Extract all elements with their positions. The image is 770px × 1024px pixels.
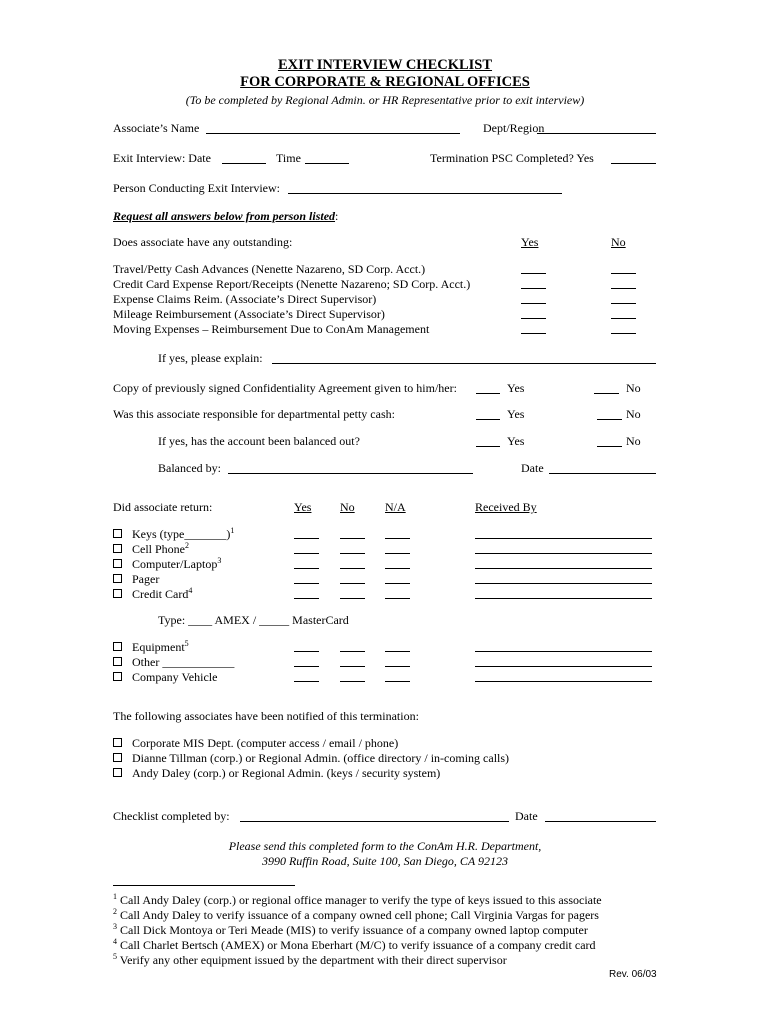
return-na-blank[interactable] bbox=[385, 583, 410, 584]
outstanding-item: Moving Expenses – Reimbursement Due to ConAm Management bbox=[113, 322, 430, 336]
return-no-blank[interactable] bbox=[340, 598, 365, 599]
returns-question: Did associate return: bbox=[113, 500, 213, 514]
return-item bbox=[113, 527, 234, 541]
footnote: $^3$ Call Dick Montoya or Teri Meade (MIS) to verify issuance of a company owned laptop computer bbox=[113, 922, 588, 937]
outstanding-item: Travel/Petty Cash Advances (Nenette Nazareno, SD Corp. Acct.) bbox=[113, 262, 426, 276]
form-subtitle: (To be completed by Regional Admin. or HR Representative prior to exit interview) bbox=[185, 93, 585, 107]
received-by-field[interactable] bbox=[475, 598, 652, 599]
return-item-label: Computer/Laptop bbox=[132, 557, 218, 571]
outstanding-no-header: No bbox=[611, 235, 626, 249]
time-label: Time bbox=[276, 151, 301, 165]
outstanding-no-blank[interactable] bbox=[611, 333, 636, 334]
confidentiality-no-blank[interactable] bbox=[594, 393, 619, 394]
instruction-text: Request all answers below from person listed: bbox=[113, 209, 339, 223]
balanced-date-label: Date bbox=[521, 461, 544, 475]
confidentiality-yes-blank[interactable] bbox=[476, 393, 500, 394]
explain-label: If yes, please explain: bbox=[158, 351, 263, 365]
return-yes-blank[interactable] bbox=[294, 666, 319, 667]
outstanding-item: Credit Card Expense Report/Receipts (Nenette Nazareno; SD Corp. Acct.) bbox=[113, 277, 471, 291]
completed-by-label: Checklist completed by: bbox=[113, 809, 230, 823]
exit-date-label: Exit Interview: Date bbox=[113, 151, 211, 165]
return-yes-blank[interactable] bbox=[294, 598, 319, 599]
dept-region-label: Dept/Region bbox=[483, 121, 545, 135]
return-item-label: Company Vehicle bbox=[132, 670, 218, 684]
dept-region-field[interactable] bbox=[537, 133, 656, 134]
petty-cash-yes-blank[interactable] bbox=[476, 419, 500, 420]
return-yes-blank[interactable] bbox=[294, 538, 319, 539]
balanced-by-field[interactable] bbox=[228, 473, 473, 474]
time-field[interactable] bbox=[305, 163, 349, 164]
balanced-question: If yes, has the account been balanced out? bbox=[158, 434, 360, 448]
exit-date-field[interactable] bbox=[222, 163, 266, 164]
return-item-label: Credit Card bbox=[132, 587, 189, 601]
return-item bbox=[113, 557, 221, 571]
checkbox[interactable] bbox=[113, 544, 122, 553]
return-no-blank[interactable] bbox=[340, 666, 365, 667]
associate-name-label: Associate’s Name bbox=[113, 121, 200, 135]
footnote-marker: 5 bbox=[184, 639, 189, 648]
confidentiality-no-label: No bbox=[626, 381, 641, 395]
notified-item bbox=[113, 766, 440, 780]
balanced-no-blank[interactable] bbox=[597, 446, 622, 447]
return-item bbox=[113, 640, 189, 654]
return-na-blank[interactable] bbox=[385, 651, 410, 652]
balanced-yes-blank[interactable] bbox=[476, 446, 500, 447]
explain-field[interactable] bbox=[272, 363, 656, 364]
footnote-marker: 1 bbox=[230, 526, 235, 535]
return-no-blank[interactable] bbox=[340, 681, 365, 682]
confidentiality-yes-label: Yes bbox=[507, 381, 525, 395]
checkbox[interactable] bbox=[113, 642, 122, 651]
received-by-field[interactable] bbox=[475, 681, 652, 682]
return-na-blank[interactable] bbox=[385, 681, 410, 682]
outstanding-yes-blank[interactable] bbox=[521, 333, 546, 334]
checkbox[interactable] bbox=[113, 738, 122, 747]
return-item bbox=[113, 542, 189, 556]
footnote-marker: 2 bbox=[185, 541, 189, 550]
received-by-header: Received By bbox=[475, 500, 537, 514]
return-item bbox=[113, 572, 159, 586]
return-yes-blank[interactable] bbox=[294, 553, 319, 554]
returns-yes-header: Yes bbox=[294, 500, 312, 514]
balanced-yes-label: Yes bbox=[507, 434, 525, 448]
return-na-blank[interactable] bbox=[385, 538, 410, 539]
person-conducting-label: Person Conducting Exit Interview: bbox=[113, 181, 280, 195]
outstanding-item: Expense Claims Reim. (Associate’s Direct Supervisor) bbox=[113, 292, 377, 306]
outstanding-yes-header: Yes bbox=[521, 235, 539, 249]
return-item bbox=[113, 670, 217, 684]
returns-na-header: N/A bbox=[385, 500, 406, 514]
form-title-line-2: FOR CORPORATE & REGIONAL OFFICES bbox=[240, 74, 530, 90]
outstanding-yes-blank[interactable] bbox=[521, 303, 546, 304]
footnote-separator bbox=[113, 885, 295, 886]
outstanding-yes-blank[interactable] bbox=[521, 273, 546, 274]
returns-no-header: No bbox=[340, 500, 355, 514]
return-item bbox=[113, 655, 234, 669]
footnote: $^2$ Call Andy Daley to verify issuance of a company owned cell phone; Call Virginia Vargas for pagers bbox=[113, 907, 599, 922]
confidentiality-question: Copy of previously signed Confidentiality Agreement given to him/her: bbox=[113, 381, 457, 395]
checkbox[interactable] bbox=[113, 589, 122, 598]
checkbox[interactable] bbox=[113, 768, 122, 777]
return-no-blank[interactable] bbox=[340, 553, 365, 554]
checkbox[interactable] bbox=[113, 574, 122, 583]
checkbox[interactable] bbox=[113, 657, 122, 666]
return-na-blank[interactable] bbox=[385, 553, 410, 554]
received-by-field[interactable] bbox=[475, 568, 652, 569]
outstanding-no-blank[interactable] bbox=[611, 303, 636, 304]
checkbox[interactable] bbox=[113, 529, 122, 538]
return-item-label: Keys (type_______) bbox=[132, 527, 231, 541]
return-no-blank[interactable] bbox=[340, 538, 365, 539]
notified-intro: The following associates have been notified of this termination: bbox=[113, 709, 419, 723]
petty-cash-question: Was this associate responsible for departmental petty cash: bbox=[113, 407, 395, 421]
received-by-field[interactable] bbox=[475, 583, 652, 584]
received-by-field[interactable] bbox=[475, 651, 652, 652]
form-title: EXIT INTERVIEW CHECKLIST bbox=[277, 57, 493, 73]
balanced-by-label: Balanced by: bbox=[158, 461, 221, 475]
petty-cash-no-label: No bbox=[626, 407, 641, 421]
person-conducting-field[interactable] bbox=[288, 193, 562, 194]
notified-item-label: Andy Daley (corp.) or Regional Admin. (keys / security system) bbox=[132, 766, 441, 780]
footnote: $^1$ Call Andy Daley (corp.) or regional office manager to verify the type of keys issued to this associate bbox=[113, 892, 602, 907]
return-no-blank[interactable] bbox=[340, 583, 365, 584]
outstanding-no-blank[interactable] bbox=[611, 318, 636, 319]
notified-item-label: Corporate MIS Dept. (computer access / email / phone) bbox=[132, 736, 399, 750]
return-na-blank[interactable] bbox=[385, 666, 410, 667]
return-yes-blank[interactable] bbox=[294, 568, 319, 569]
checkbox[interactable] bbox=[113, 559, 122, 568]
send-address: 3990 Ruffin Road, Suite 100, San Diego, CA 92123 bbox=[261, 854, 509, 868]
outstanding-no-blank[interactable] bbox=[611, 288, 636, 289]
checkbox[interactable] bbox=[113, 672, 122, 681]
footnote: $^5$ Verify any other equipment issued by the department with their direct supervisor bbox=[113, 952, 507, 967]
return-yes-blank[interactable] bbox=[294, 583, 319, 584]
return-no-blank[interactable] bbox=[340, 651, 365, 652]
outstanding-question: Does associate have any outstanding: bbox=[113, 235, 293, 249]
received-by-field[interactable] bbox=[475, 553, 652, 554]
outstanding-yes-blank[interactable] bbox=[521, 318, 546, 319]
return-no-blank[interactable] bbox=[340, 568, 365, 569]
return-na-blank[interactable] bbox=[385, 568, 410, 569]
return-item bbox=[113, 587, 192, 601]
completed-by-field[interactable] bbox=[240, 821, 509, 822]
petty-cash-no-blank[interactable] bbox=[597, 419, 622, 420]
card-type-line: Type: ____ AMEX / _____ MasterCard bbox=[158, 613, 349, 627]
return-item-label: Cell Phone bbox=[132, 542, 185, 556]
return-item-label: Other ____________ bbox=[132, 655, 235, 669]
notified-item-label: Dianne Tillman (corp.) or Regional Admin. (office directory / in-coming calls) bbox=[132, 751, 510, 765]
send-instruction: Please send this completed form to the ConAm H.R. Department, bbox=[228, 839, 542, 853]
return-yes-blank[interactable] bbox=[294, 681, 319, 682]
footnote: $^4$ Call Charlet Bertsch (AMEX) or Mona Eberhart (M/C) to verify issuance of a company credit card bbox=[113, 937, 596, 952]
notified-item bbox=[113, 736, 398, 750]
footnote-marker: 4 bbox=[188, 586, 193, 595]
associate-name-field[interactable] bbox=[206, 133, 460, 134]
termination-psc-field[interactable] bbox=[611, 163, 656, 164]
received-by-field[interactable] bbox=[475, 666, 652, 667]
balanced-date-field[interactable] bbox=[549, 473, 656, 474]
footnote-marker: 3 bbox=[217, 556, 222, 565]
received-by-field[interactable] bbox=[475, 538, 652, 539]
return-item-label: Pager bbox=[132, 572, 160, 586]
petty-cash-yes-label: Yes bbox=[507, 407, 525, 421]
notified-item bbox=[113, 751, 509, 765]
outstanding-no-blank[interactable] bbox=[611, 273, 636, 274]
checkbox[interactable] bbox=[113, 753, 122, 762]
balanced-no-label: No bbox=[626, 434, 641, 448]
outstanding-item: Mileage Reimbursement (Associate’s Direct Supervisor) bbox=[113, 307, 385, 321]
return-na-blank[interactable] bbox=[385, 598, 410, 599]
termination-psc-label: Termination PSC Completed? Yes bbox=[430, 151, 594, 165]
completed-date-label: Date bbox=[515, 809, 538, 823]
completed-date-field[interactable] bbox=[545, 821, 656, 822]
return-item-label: Equipment bbox=[132, 640, 185, 654]
return-yes-blank[interactable] bbox=[294, 651, 319, 652]
revision-label: Rev. 06/03 bbox=[609, 969, 657, 980]
outstanding-yes-blank[interactable] bbox=[521, 288, 546, 289]
